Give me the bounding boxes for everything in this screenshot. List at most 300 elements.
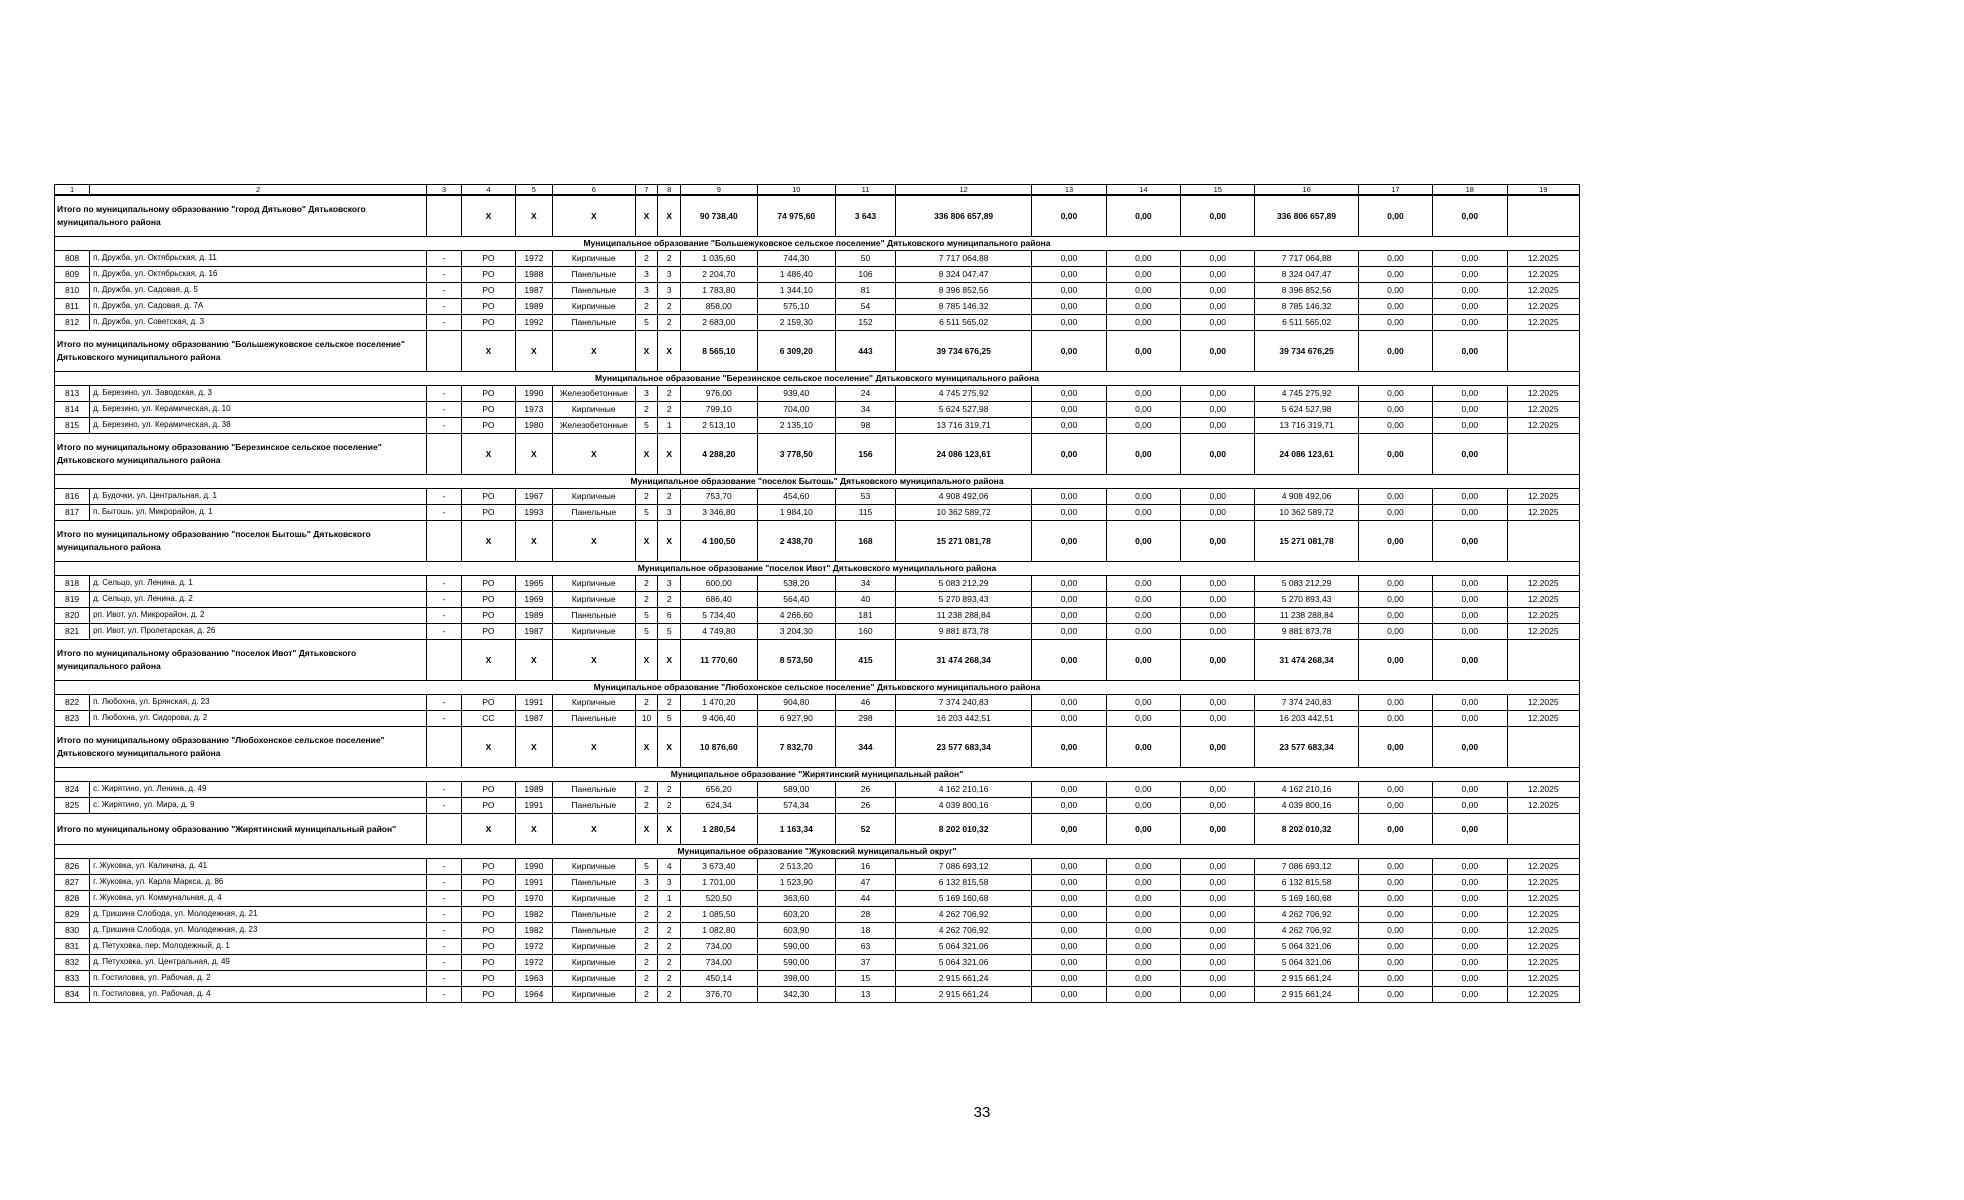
table-cell: 3 204,30 bbox=[757, 624, 836, 640]
table-cell: 181 bbox=[836, 608, 896, 624]
table-row bbox=[55, 386, 1580, 402]
table-cell: 0,00 bbox=[1433, 299, 1507, 315]
table-cell: 624,34 bbox=[681, 798, 757, 814]
table-cell: 0,00 bbox=[1358, 711, 1432, 727]
table-cell: 3 bbox=[635, 386, 658, 402]
total-label: Итого по муниципальному образованию "город Дятьково" Дятьковского муниципального района bbox=[55, 195, 427, 237]
table-cell: 0,00 bbox=[1358, 592, 1432, 608]
table-cell: 2 bbox=[658, 386, 681, 402]
table-cell: 1991 bbox=[515, 875, 552, 891]
table-cell: 454,60 bbox=[757, 489, 836, 505]
table-cell: 2 bbox=[635, 489, 658, 505]
table-cell: 0,00 bbox=[1181, 782, 1255, 798]
table-cell: 0,00 bbox=[1433, 798, 1507, 814]
table-row bbox=[55, 907, 1580, 923]
table-cell: 0,00 bbox=[1433, 955, 1507, 971]
table-cell: Панельные bbox=[552, 711, 635, 727]
table-cell: 0,00 bbox=[1358, 283, 1432, 299]
total-cell: 1 163,34 bbox=[757, 814, 836, 845]
total-cell: 0,00 bbox=[1181, 195, 1255, 237]
total-cell: X bbox=[552, 640, 635, 681]
table-cell: 2 915 661,24 bbox=[1255, 987, 1358, 1003]
table-cell: 0,00 bbox=[1358, 955, 1432, 971]
table-row bbox=[55, 711, 1580, 727]
table-cell: 2 bbox=[635, 939, 658, 955]
table-cell: 12.2025 bbox=[1507, 386, 1580, 402]
table-cell: 0,00 bbox=[1433, 624, 1507, 640]
total-cell: 0,00 bbox=[1032, 331, 1106, 372]
table-cell: 398,00 bbox=[757, 971, 836, 987]
table-cell: 0,00 bbox=[1433, 418, 1507, 434]
table-cell: 0,00 bbox=[1032, 299, 1106, 315]
table-cell: 12.2025 bbox=[1507, 315, 1580, 331]
table-cell: 0,00 bbox=[1433, 711, 1507, 727]
table-row bbox=[55, 987, 1580, 1003]
column-number: 6 bbox=[552, 185, 635, 196]
table-cell: 574,34 bbox=[757, 798, 836, 814]
table-cell: 0,00 bbox=[1106, 251, 1180, 267]
table-cell: Панельные bbox=[552, 923, 635, 939]
address-cell: г. Жуковка, ул. Калинина, д. 41 bbox=[90, 859, 427, 875]
table-cell: 0,00 bbox=[1433, 576, 1507, 592]
table-cell: 0,00 bbox=[1358, 859, 1432, 875]
total-cell: X bbox=[635, 521, 658, 562]
table-cell: 12.2025 bbox=[1507, 971, 1580, 987]
table-cell: 603,90 bbox=[757, 923, 836, 939]
section-header-row bbox=[55, 768, 1580, 782]
table-cell: 3 bbox=[635, 875, 658, 891]
table-cell: 0,00 bbox=[1433, 283, 1507, 299]
table-cell: 2 bbox=[658, 955, 681, 971]
register-table bbox=[54, 184, 1580, 1003]
table-cell: 5 bbox=[635, 859, 658, 875]
total-cell: 4 100,50 bbox=[681, 521, 757, 562]
table-cell: 0,00 bbox=[1032, 315, 1106, 331]
table-cell: 0,00 bbox=[1106, 505, 1180, 521]
table-cell: 0,00 bbox=[1181, 608, 1255, 624]
row-number: 824 bbox=[55, 782, 90, 798]
table-cell: - bbox=[426, 987, 461, 1003]
total-cell: X bbox=[658, 195, 681, 237]
table-cell: 0,00 bbox=[1181, 505, 1255, 521]
table-cell: 12.2025 bbox=[1507, 711, 1580, 727]
table-cell: 0,00 bbox=[1106, 939, 1180, 955]
address-cell: п. Дружба, ул. Советская, д. 3 bbox=[90, 315, 427, 331]
column-number: 12 bbox=[895, 185, 1031, 196]
total-cell: X bbox=[552, 521, 635, 562]
total-cell: X bbox=[635, 727, 658, 768]
column-number: 18 bbox=[1433, 185, 1507, 196]
table-cell: - bbox=[426, 939, 461, 955]
table-cell: 12.2025 bbox=[1507, 283, 1580, 299]
table-cell: 686,40 bbox=[681, 592, 757, 608]
table-cell: 5 083 212,29 bbox=[1255, 576, 1358, 592]
row-number: 821 bbox=[55, 624, 90, 640]
table-cell: - bbox=[426, 923, 461, 939]
table-cell: 44 bbox=[836, 891, 896, 907]
table-cell: 4 749,80 bbox=[681, 624, 757, 640]
table-cell: 6 511 565,02 bbox=[895, 315, 1031, 331]
total-row bbox=[55, 814, 1580, 845]
table-cell: 0,00 bbox=[1433, 608, 1507, 624]
table-cell: 5 064 321,06 bbox=[895, 939, 1031, 955]
table-cell: - bbox=[426, 711, 461, 727]
table-cell: 2 bbox=[635, 695, 658, 711]
total-cell: X bbox=[515, 195, 552, 237]
table-cell: 12.2025 bbox=[1507, 418, 1580, 434]
table-cell: 12.2025 bbox=[1507, 875, 1580, 891]
total-cell: 0,00 bbox=[1106, 814, 1180, 845]
section-title: Муниципальное образование "Любохонское сельское поселение" Дятьковского муниципального района bbox=[55, 681, 1580, 695]
total-cell: 0,00 bbox=[1106, 195, 1180, 237]
table-cell: 1987 bbox=[515, 711, 552, 727]
address-cell: д. Гришина Слобода, ул. Молодежная, д. 23 bbox=[90, 923, 427, 939]
total-cell: X bbox=[515, 640, 552, 681]
table-cell: 2 bbox=[635, 891, 658, 907]
total-cell: 0,00 bbox=[1433, 640, 1507, 681]
table-cell: 0,00 bbox=[1358, 782, 1432, 798]
total-cell: X bbox=[658, 814, 681, 845]
row-number: 822 bbox=[55, 695, 90, 711]
table-cell: 0,00 bbox=[1032, 505, 1106, 521]
total-cell: 31 474 268,34 bbox=[1255, 640, 1358, 681]
table-cell: 6 927,90 bbox=[757, 711, 836, 727]
table-cell: 0,00 bbox=[1106, 923, 1180, 939]
column-number: 9 bbox=[681, 185, 757, 196]
table-cell: 799,10 bbox=[681, 402, 757, 418]
table-row bbox=[55, 299, 1580, 315]
table-cell: 8 324 047,47 bbox=[895, 267, 1031, 283]
total-cell: X bbox=[462, 521, 516, 562]
table-cell: 0,00 bbox=[1181, 418, 1255, 434]
total-cell: 0,00 bbox=[1358, 195, 1432, 237]
total-cell: X bbox=[658, 521, 681, 562]
table-cell: 12.2025 bbox=[1507, 859, 1580, 875]
row-number: 833 bbox=[55, 971, 90, 987]
table-cell: 0,00 bbox=[1181, 923, 1255, 939]
table-cell: 2 bbox=[635, 923, 658, 939]
table-cell: Кирпичные bbox=[552, 939, 635, 955]
section-title: Муниципальное образование "Жирятинский муниципальный район" bbox=[55, 768, 1580, 782]
address-cell: г. Жуковка, ул. Коммунальная, д. 4 bbox=[90, 891, 427, 907]
table-cell: 28 bbox=[836, 907, 896, 923]
table-cell: 4 039 800,16 bbox=[895, 798, 1031, 814]
table-cell: 2 bbox=[658, 939, 681, 955]
total-cell: 0,00 bbox=[1032, 814, 1106, 845]
column-number: 16 bbox=[1255, 185, 1358, 196]
table-cell: РО bbox=[462, 418, 516, 434]
table-cell: Кирпичные bbox=[552, 695, 635, 711]
table-cell: 1 486,40 bbox=[757, 267, 836, 283]
table-row bbox=[55, 923, 1580, 939]
table-cell: 7 717 064,88 bbox=[1255, 251, 1358, 267]
table-cell: 0,00 bbox=[1358, 939, 1432, 955]
table-cell: - bbox=[426, 955, 461, 971]
table-cell: 10 362 589,72 bbox=[895, 505, 1031, 521]
table-cell: 53 bbox=[836, 489, 896, 505]
table-cell: 0,00 bbox=[1433, 923, 1507, 939]
table-row bbox=[55, 608, 1580, 624]
column-number: 1 bbox=[55, 185, 90, 196]
table-cell: РО bbox=[462, 489, 516, 505]
table-cell: 0,00 bbox=[1106, 907, 1180, 923]
table-cell: 1990 bbox=[515, 859, 552, 875]
table-cell: 9 881 873,78 bbox=[895, 624, 1031, 640]
table-cell: 10 bbox=[635, 711, 658, 727]
table-cell: 2 bbox=[658, 315, 681, 331]
table-cell: 376,70 bbox=[681, 987, 757, 1003]
total-cell: X bbox=[552, 434, 635, 475]
total-row bbox=[55, 727, 1580, 768]
table-cell: 1964 bbox=[515, 987, 552, 1003]
table-cell: 5 624 527,98 bbox=[895, 402, 1031, 418]
total-cell: 0,00 bbox=[1358, 640, 1432, 681]
total-cell: 6 309,20 bbox=[757, 331, 836, 372]
table-cell: 600,00 bbox=[681, 576, 757, 592]
table-cell: 0,00 bbox=[1358, 971, 1432, 987]
table-cell: 2 204,70 bbox=[681, 267, 757, 283]
table-cell: Кирпичные bbox=[552, 299, 635, 315]
table-cell: 1993 bbox=[515, 505, 552, 521]
table-cell: 0,00 bbox=[1106, 489, 1180, 505]
table-cell: 0,00 bbox=[1106, 402, 1180, 418]
table-cell: 0,00 bbox=[1106, 891, 1180, 907]
table-cell: 1 701,00 bbox=[681, 875, 757, 891]
table-cell: 12.2025 bbox=[1507, 907, 1580, 923]
table-cell: 0,00 bbox=[1181, 283, 1255, 299]
table-cell: 2 915 661,24 bbox=[895, 987, 1031, 1003]
row-number: 815 bbox=[55, 418, 90, 434]
table-cell: 0,00 bbox=[1181, 251, 1255, 267]
column-number: 14 bbox=[1106, 185, 1180, 196]
table-cell: 0,00 bbox=[1358, 624, 1432, 640]
table-row bbox=[55, 695, 1580, 711]
table-cell: - bbox=[426, 315, 461, 331]
table-cell: 12.2025 bbox=[1507, 695, 1580, 711]
table-cell: - bbox=[426, 875, 461, 891]
total-cell: X bbox=[552, 195, 635, 237]
total-cell: 0,00 bbox=[1032, 195, 1106, 237]
table-cell: 0,00 bbox=[1181, 267, 1255, 283]
total-cell: X bbox=[552, 814, 635, 845]
column-number: 11 bbox=[836, 185, 896, 196]
total-label: Итого по муниципальному образованию "поселок Ивот" Дятьковского муниципального района bbox=[55, 640, 427, 681]
total-label: Итого по муниципальному образованию "Любохонское сельское поселение" Дятьковского муниципального района bbox=[55, 727, 427, 768]
address-cell: д. Петуховка, ул. Центральная, д. 49 bbox=[90, 955, 427, 971]
table-cell: 0,00 bbox=[1181, 695, 1255, 711]
table-cell: 342,30 bbox=[757, 987, 836, 1003]
total-cell: X bbox=[635, 195, 658, 237]
table-cell: 0,00 bbox=[1106, 971, 1180, 987]
table-cell: 7 086 693,12 bbox=[1255, 859, 1358, 875]
total-cell: 0,00 bbox=[1106, 521, 1180, 562]
address-cell: г. Жуковка, ул. Карла Маркса, д. 86 bbox=[90, 875, 427, 891]
total-cell bbox=[426, 521, 461, 562]
table-cell: 50 bbox=[836, 251, 896, 267]
table-cell: - bbox=[426, 576, 461, 592]
table-cell: - bbox=[426, 386, 461, 402]
table-cell: 3 bbox=[658, 267, 681, 283]
table-cell: 2 915 661,24 bbox=[895, 971, 1031, 987]
table-cell: Панельные bbox=[552, 267, 635, 283]
total-cell: 0,00 bbox=[1358, 814, 1432, 845]
table-cell: 0,00 bbox=[1358, 489, 1432, 505]
table-cell: 0,00 bbox=[1106, 576, 1180, 592]
table-cell: 0,00 bbox=[1433, 315, 1507, 331]
table-cell: 1 bbox=[658, 418, 681, 434]
table-cell: 0,00 bbox=[1032, 608, 1106, 624]
table-cell: 0,00 bbox=[1433, 592, 1507, 608]
total-cell: 0,00 bbox=[1181, 331, 1255, 372]
table-cell: 34 bbox=[836, 576, 896, 592]
table-cell: 2 513,10 bbox=[681, 418, 757, 434]
address-cell: п. Гостиловка, ул. Рабочая, д. 2 bbox=[90, 971, 427, 987]
table-cell: 5 624 527,98 bbox=[1255, 402, 1358, 418]
total-cell: 11 770,60 bbox=[681, 640, 757, 681]
total-cell: 443 bbox=[836, 331, 896, 372]
table-cell: 152 bbox=[836, 315, 896, 331]
table-cell: 0,00 bbox=[1433, 859, 1507, 875]
total-row bbox=[55, 640, 1580, 681]
section-header-row bbox=[55, 845, 1580, 859]
table-cell: 81 bbox=[836, 283, 896, 299]
table-cell: 106 bbox=[836, 267, 896, 283]
table-cell: 0,00 bbox=[1181, 859, 1255, 875]
table-cell: 0,00 bbox=[1181, 987, 1255, 1003]
column-number: 7 bbox=[635, 185, 658, 196]
total-cell: 0,00 bbox=[1106, 727, 1180, 768]
total-cell: X bbox=[515, 434, 552, 475]
table-cell: 4 262 706,92 bbox=[895, 907, 1031, 923]
table-cell: 0,00 bbox=[1433, 971, 1507, 987]
total-cell: 0,00 bbox=[1433, 331, 1507, 372]
table-cell: 1991 bbox=[515, 695, 552, 711]
row-number: 812 bbox=[55, 315, 90, 331]
total-cell: X bbox=[635, 331, 658, 372]
row-number: 829 bbox=[55, 907, 90, 923]
total-cell: 0,00 bbox=[1181, 434, 1255, 475]
table-cell: 12.2025 bbox=[1507, 489, 1580, 505]
table-cell: 0,00 bbox=[1032, 695, 1106, 711]
table-cell: 1972 bbox=[515, 939, 552, 955]
table-cell: 2 bbox=[658, 798, 681, 814]
table-cell: 6 511 565,02 bbox=[1255, 315, 1358, 331]
total-cell: 0,00 bbox=[1181, 640, 1255, 681]
table-cell: Кирпичные bbox=[552, 251, 635, 267]
table-cell: 2 bbox=[635, 987, 658, 1003]
table-cell: Кирпичные bbox=[552, 576, 635, 592]
table-cell: 753,70 bbox=[681, 489, 757, 505]
table-cell: РО bbox=[462, 267, 516, 283]
total-cell: 0,00 bbox=[1181, 521, 1255, 562]
total-cell: 3 778,50 bbox=[757, 434, 836, 475]
total-cell: 39 734 676,25 bbox=[895, 331, 1031, 372]
table-cell: 12.2025 bbox=[1507, 782, 1580, 798]
table-cell: 37 bbox=[836, 955, 896, 971]
table-cell: РО bbox=[462, 251, 516, 267]
table-cell: 0,00 bbox=[1032, 782, 1106, 798]
table-cell: 0,00 bbox=[1358, 315, 1432, 331]
table-cell: 0,00 bbox=[1032, 923, 1106, 939]
table-cell: 16 203 442,51 bbox=[895, 711, 1031, 727]
table-cell: 0,00 bbox=[1181, 624, 1255, 640]
table-cell: 9 406,40 bbox=[681, 711, 757, 727]
table-cell: 0,00 bbox=[1358, 695, 1432, 711]
total-cell: 52 bbox=[836, 814, 896, 845]
table-cell: 8 396 852,56 bbox=[895, 283, 1031, 299]
total-cell: 23 577 683,34 bbox=[895, 727, 1031, 768]
total-cell: X bbox=[552, 727, 635, 768]
table-cell: 1969 bbox=[515, 592, 552, 608]
table-cell: 2 bbox=[658, 907, 681, 923]
address-cell: д. Будочки, ул. Центральная, д. 1 bbox=[90, 489, 427, 505]
table-cell: 1991 bbox=[515, 798, 552, 814]
table-cell: 98 bbox=[836, 418, 896, 434]
table-cell: 1 523,90 bbox=[757, 875, 836, 891]
table-cell: 298 bbox=[836, 711, 896, 727]
total-cell: X bbox=[515, 521, 552, 562]
table-row bbox=[55, 592, 1580, 608]
table-cell: 2 bbox=[635, 251, 658, 267]
table-cell: 1987 bbox=[515, 624, 552, 640]
table-cell: Кирпичные bbox=[552, 402, 635, 418]
table-cell: 5 169 160,68 bbox=[895, 891, 1031, 907]
table-cell: - bbox=[426, 695, 461, 711]
table-cell: 0,00 bbox=[1032, 402, 1106, 418]
table-row bbox=[55, 955, 1580, 971]
column-number: 13 bbox=[1032, 185, 1106, 196]
table-cell: 8 785 146,32 bbox=[895, 299, 1031, 315]
table-row bbox=[55, 798, 1580, 814]
table-cell: 2 bbox=[658, 923, 681, 939]
total-cell: X bbox=[658, 640, 681, 681]
total-row bbox=[55, 195, 1580, 237]
table-cell: 0,00 bbox=[1181, 402, 1255, 418]
table-cell: 8 396 852,56 bbox=[1255, 283, 1358, 299]
table-cell: 24 bbox=[836, 386, 896, 402]
table-cell: 4 262 706,92 bbox=[1255, 907, 1358, 923]
table-cell: 0,00 bbox=[1032, 939, 1106, 955]
table-cell: 0,00 bbox=[1106, 695, 1180, 711]
table-cell: РО bbox=[462, 987, 516, 1003]
row-number: 823 bbox=[55, 711, 90, 727]
table-cell: 0,00 bbox=[1358, 576, 1432, 592]
total-cell: X bbox=[658, 434, 681, 475]
table-cell: 26 bbox=[836, 798, 896, 814]
address-cell: д. Березино, ул. Керамическая, д. 10 bbox=[90, 402, 427, 418]
table-cell: 46 bbox=[836, 695, 896, 711]
table-cell: 11 238 288,84 bbox=[895, 608, 1031, 624]
section-header-row bbox=[55, 475, 1580, 489]
table-cell: 0,00 bbox=[1106, 418, 1180, 434]
address-cell: рп. Ивот, ул. Пролетарская, д. 26 bbox=[90, 624, 427, 640]
table-cell: 0,00 bbox=[1032, 798, 1106, 814]
total-cell: X bbox=[515, 727, 552, 768]
table-cell: 0,00 bbox=[1181, 592, 1255, 608]
table-cell: 3 bbox=[658, 505, 681, 521]
table-cell: 2 159,30 bbox=[757, 315, 836, 331]
total-cell: 1 280,54 bbox=[681, 814, 757, 845]
table-cell: 0,00 bbox=[1358, 418, 1432, 434]
total-cell: 90 738,40 bbox=[681, 195, 757, 237]
table-cell: 1990 bbox=[515, 386, 552, 402]
table-cell: 5 064 321,06 bbox=[895, 955, 1031, 971]
table-cell: РО bbox=[462, 971, 516, 987]
row-number: 825 bbox=[55, 798, 90, 814]
table-cell: 1 085,50 bbox=[681, 907, 757, 923]
total-cell: 4 288,20 bbox=[681, 434, 757, 475]
row-number: 827 bbox=[55, 875, 90, 891]
